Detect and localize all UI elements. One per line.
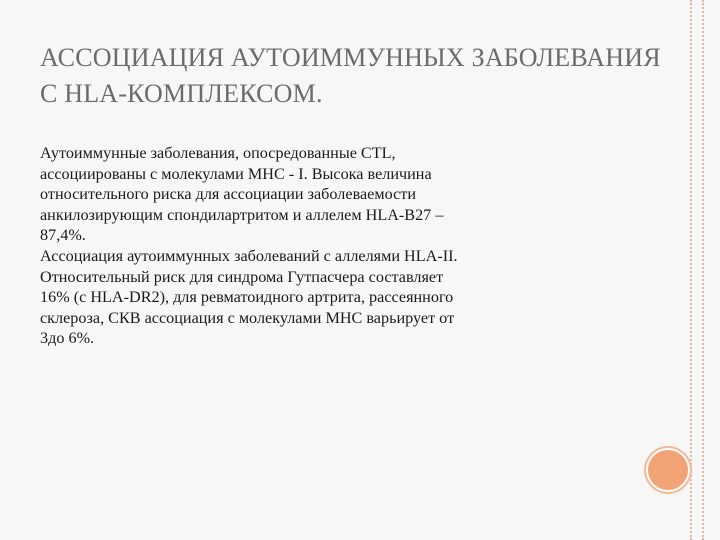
- body-paragraph-2: Ассоциация аутоиммунных заболеваний с аллелями HLA-II. Относительный риск для синдрома Гутпасчера составляет 16% (с HLA-DR2), для ревматоидного артрита, рассеянного склероза, СКВ ассоциация с молекулами MHC варьирует от 3до 6%.: [40, 246, 458, 348]
- slide-title-line-1: АССОЦИАЦИЯ АУТОИММУННЫХ ЗАБОЛЕВАНИЯ: [40, 43, 661, 72]
- decorative-border-strip: [690, 0, 704, 540]
- decorative-circle-icon: [646, 448, 690, 492]
- body-paragraph-1: Аутоиммунные заболевания, опосредованные CTL, ассоциированы с молекулами MHC - I. Высока величина относительного риска для ассоциации заболеваемости анкилозирующим спондилартритом и аллелем HLA-B27 – 87,4%.: [40, 144, 444, 245]
- slide-body: [40, 143, 600, 349]
- slide-title: [40, 40, 660, 112]
- slide-title-line-2: С HLA-КОМПЛЕКСОМ.: [40, 79, 323, 108]
